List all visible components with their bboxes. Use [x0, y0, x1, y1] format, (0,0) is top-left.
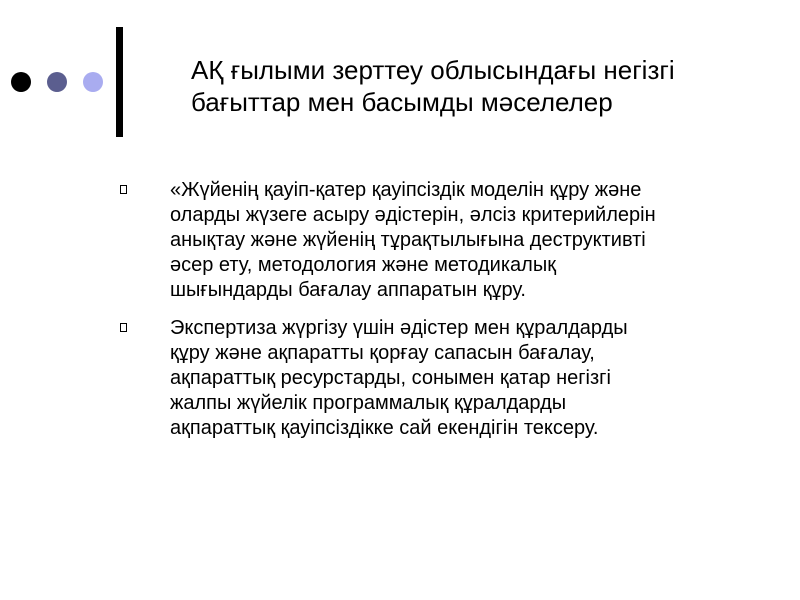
title-line-2: бағыттар мен басымды мәселелер [191, 87, 613, 117]
bullet-1-line-4: әсер ету, методология және методикалық [170, 254, 556, 276]
bullet-square-icon [120, 185, 127, 194]
title-line-1: АҚ ғылыми зерттеу облысындағы негізгі [191, 55, 675, 85]
bullet-2-line-2: құру және ақпаратты қорғау сапасын бағалау, [170, 342, 595, 364]
vertical-divider [116, 27, 123, 137]
bullet-2-line-3: ақпараттық ресурстарды, сонымен қатар негізгі [170, 367, 611, 389]
slide-title [191, 54, 781, 118]
bullet-item-2 [120, 316, 770, 441]
dot-black-icon [11, 72, 31, 92]
bullet-item-1 [120, 178, 770, 303]
bullet-1-line-3: анықтау және жүйенің тұрақтылығына деструктивті [170, 229, 646, 251]
bullet-2-line-1: Экспертиза жүргізу үшін әдістер мен құралдарды [170, 317, 628, 339]
bullet-2-line-4: жалпы жүйелік программалық құралдарды [170, 392, 567, 414]
bullet-1-line-1: «Жүйенің қауіп-қатер қауіпсіздік моделін құру және [170, 179, 642, 201]
bullet-square-icon [120, 323, 127, 332]
bullet-1-line-5: шығындарды бағалау аппаратын құру. [170, 279, 526, 301]
decorative-dots [10, 72, 110, 94]
dot-lavender-icon [83, 72, 103, 92]
bullet-1-line-2: оларды жүзеге асыру әдістерін, әлсіз критерийлерін [170, 204, 656, 226]
bullet-list [120, 178, 770, 454]
bullet-2-line-5: ақпараттық қауіпсіздікке сай екендігін тексеру. [170, 417, 599, 439]
dot-slate-icon [47, 72, 67, 92]
